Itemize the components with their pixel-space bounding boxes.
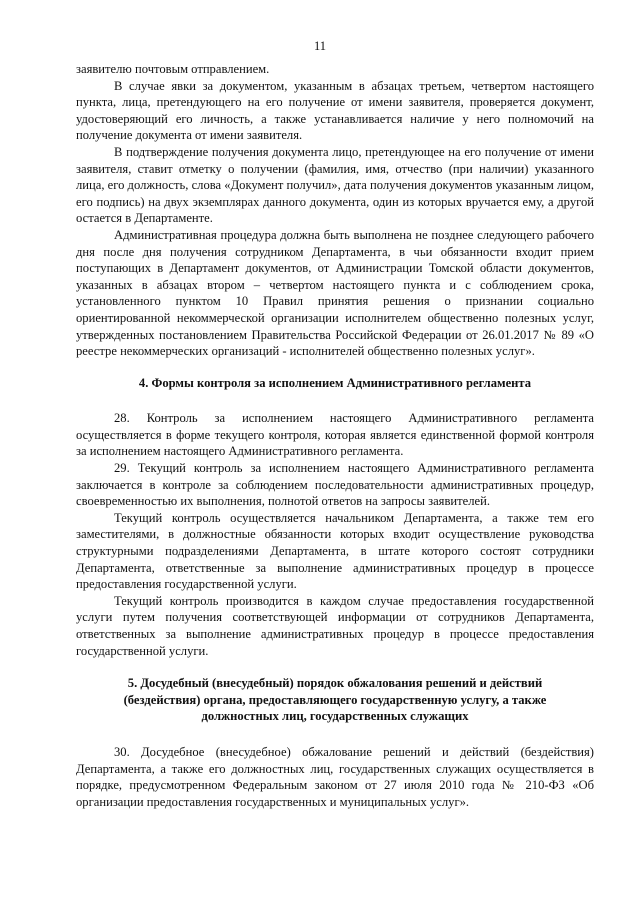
paragraph-29: 29. Текущий контроль за исполнением настоящего Административного регламента заключается в контроле за соблюдением последовательности административных процедур, своевременностью их выполнения, полнотой ответов на запросы заявителей. bbox=[76, 461, 594, 509]
section-4-heading: 4. Формы контроля за исполнением Административного регламента bbox=[138, 375, 532, 390]
paragraph-current-control-each-case: Текущий контроль производится в каждом случае предоставления государственной услуги путем получения соответствующей информации от сотрудников Департамента, ответственных за выполнение административных процедур в процессе предоставления государственной услуги. bbox=[76, 593, 594, 658]
paragraph-document-collection: В случае явки за документом, указанным в абзацах третьем, четвертом настоящего пункта, лица, претендующего на его получение от имени заявителя, проверяется документ, удостоверяющий его личность, а также устанавливается наличие у него полномочий на получение документа от имени заявителя. bbox=[76, 78, 594, 143]
section-5-heading-line-1: 5. Досудебный (внесудебный) порядок обжалования решений и действий bbox=[127, 676, 543, 691]
page-content bbox=[76, 61, 594, 810]
paragraph-procedure-deadline: Административная процедура должна быть выполнена не позднее следующего рабочего дня после дня получения сотрудником Департамента, в чьи обязанности входит прием поступающих в Департамент документов, от Администрации Томской области документов, указанных в абзацах втором – четвертом настоящего пункта и с соблюдением срока, установленного пунктом 10 Правил принятия решения о признании социально ориентированной некоммерческой организации исполнителем общественно полезных услуг, утвержденных постановлением Правительства Российской Федерации от 26.01.2017 № 89 «О реестре некоммерческих организаций - исполнителей общественно полезных услуг». bbox=[76, 227, 594, 359]
page-number: 11 bbox=[313, 39, 327, 53]
paragraph-continuation: заявителю почтовым отправлением. bbox=[76, 62, 270, 76]
paragraph-receipt-confirmation: В подтверждение получения документа лицо, претендующее на его получение от имени заявителя, ставит отметку о получении (фамилия, имя, отчество (при наличии) указанного лица, его должность, слова «Документ получил», дата получения документов указанным лицом, его подпись) на двух экземплярах данного документа, один из которых вручается ему, а другой остается в Департаменте. bbox=[76, 144, 594, 226]
section-5-heading-line-3: должностных лиц, государственных служащих bbox=[201, 709, 469, 724]
paragraph-current-control-by-head: Текущий контроль осуществляется начальником Департамента, а также тем его заместителями, в должностные обязанности которых входит осуществление руководства структурными подразделениями Департамента, в штате которого состоят сотрудники Департамента, ответственные за выполнение административных процедур в процессе предоставления государственной услуги. bbox=[76, 510, 594, 592]
section-5-heading-line-2: (бездействия) органа, предоставляющего государственную услугу, а также bbox=[123, 692, 547, 707]
section-5-heading bbox=[76, 675, 594, 725]
paragraph-28: 28. Контроль за исполнением настоящего Административного регламента осуществляется в форме текущего контроля, которая является единственной формой контроля за исполнением настоящего Административного регламента. bbox=[76, 411, 594, 459]
paragraph-30: 30. Досудебное (внесудебное) обжалование решений и действий (бездействия) Департамента, а также его должностных лиц, государственных служащих осуществляется в порядке, предусмотренном Федеральным законом от 27 июля 2010 года № 210-ФЗ «Об организации предоставления государственных и муниципальных услуг». bbox=[76, 744, 594, 809]
